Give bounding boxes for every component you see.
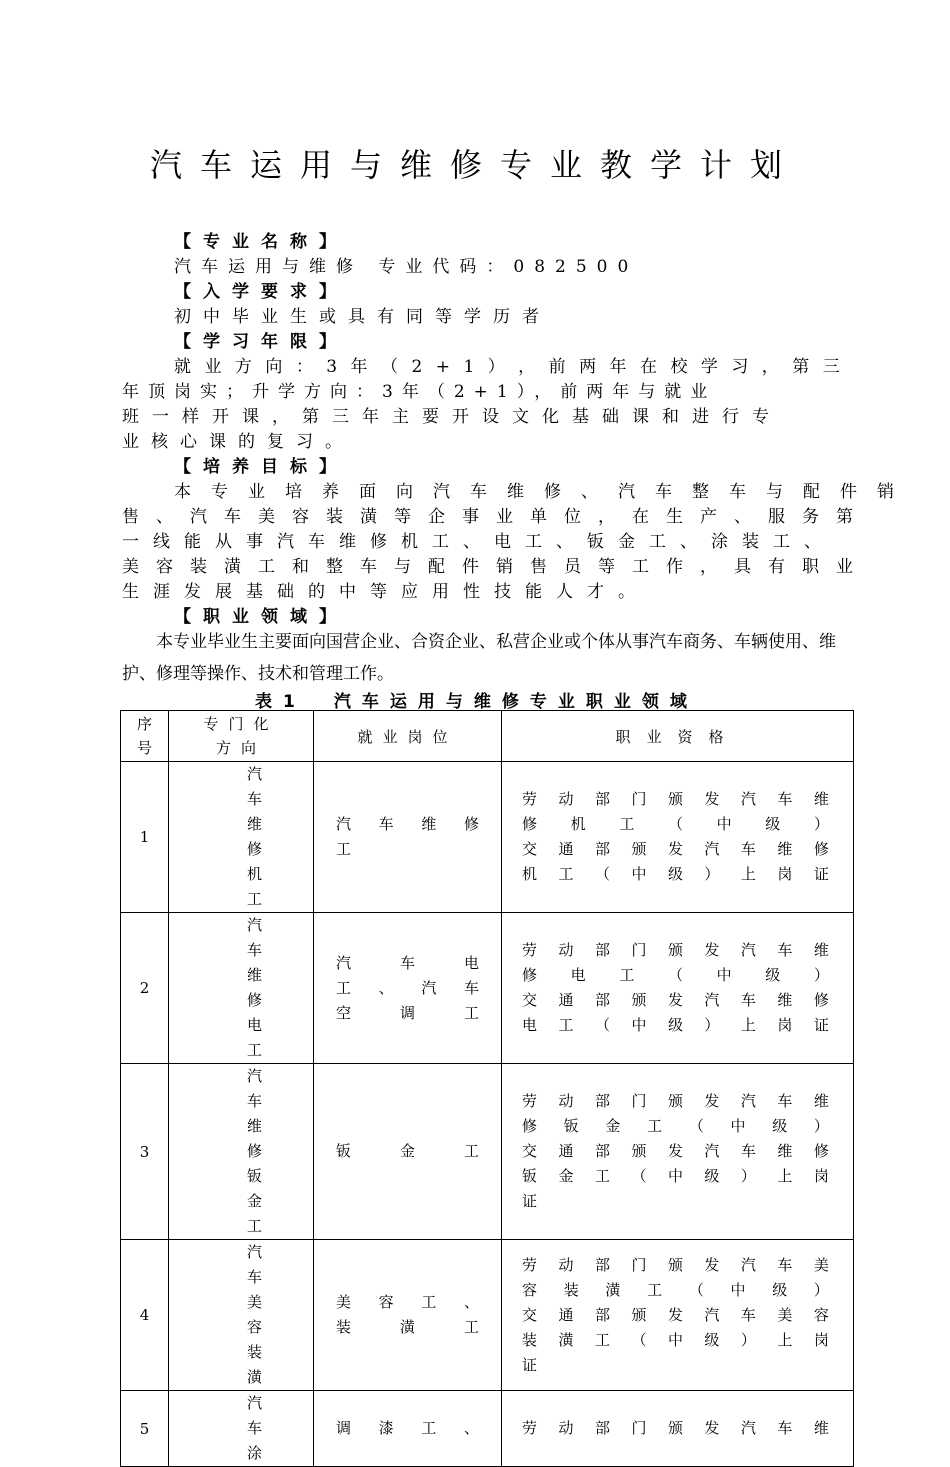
- direction-line: 汽车维: [247, 916, 281, 984]
- post-line: 汽 车 维 修: [336, 815, 479, 833]
- qualification-line: 劳 动 部 门 颁 发 汽 车 维: [522, 1419, 829, 1437]
- goal-line-2: 售、汽车美容装潢等企事业单位，在生产、服务第: [122, 507, 870, 527]
- goal-line-1: 本专业培养面向汽车维修、汽车整车与配件销: [174, 482, 914, 502]
- post-line: 空 调 工: [336, 1003, 479, 1022]
- section-heading-entry: 【入学要求】: [174, 282, 348, 302]
- table-row: [121, 1064, 854, 1240]
- table-header-row: [121, 711, 854, 762]
- post-line: 汽 车 电: [336, 953, 479, 972]
- row-number: 5: [121, 1391, 169, 1467]
- section-heading-major-name: 【专业名称】: [174, 232, 348, 252]
- direction-line: 汽车美: [247, 1243, 281, 1311]
- qualification-line: 交 通 部 颁 发 汽 车 维 修: [522, 991, 829, 1009]
- goal-line-5: 生涯发展基础的中等应用性技能人才。: [122, 582, 649, 602]
- qualification-line: 交 通 部 颁 发 汽 车 维 修: [522, 1142, 829, 1160]
- row-direction: [169, 1064, 314, 1240]
- years-line-4: 业核心课的复习。: [122, 432, 354, 452]
- table-row: [121, 1391, 854, 1467]
- row-qualification: [502, 1391, 854, 1467]
- direction-line: 工: [247, 1217, 281, 1235]
- qualification-line: 证: [522, 1192, 538, 1210]
- row-direction: [169, 1240, 314, 1391]
- post-line: 工: [336, 840, 372, 858]
- post-line: 美 容 工 、: [336, 1293, 479, 1311]
- section-heading-years: 【学习年限】: [174, 332, 348, 352]
- table-row: [121, 1240, 854, 1391]
- header-no-line-1: 序: [136, 715, 152, 733]
- table-row: [121, 762, 854, 913]
- section-heading-goal: 【培养目标】: [174, 457, 348, 477]
- qualification-line: 劳 动 部 门 颁 发 汽 车 维: [522, 1092, 829, 1110]
- goal-line-4: 美容装潢工和整车与配件销售员等工作，具有职业: [122, 557, 870, 577]
- years-line-2: 年顶岗实；升学方向：3年（2+1），前两年与就业: [122, 382, 717, 402]
- major-name-line: 汽车运用与维修 专业代码：082500: [174, 257, 639, 277]
- row-number: 4: [121, 1240, 169, 1391]
- row-qualification: [502, 913, 854, 1064]
- row-post: [314, 1064, 502, 1240]
- table-row: [121, 913, 854, 1064]
- qualification-line: 装 潢 工 （ 中 级 ） 上 岗: [522, 1330, 829, 1349]
- row-qualification: [502, 1064, 854, 1240]
- header-no-line-2: 号: [136, 739, 152, 757]
- row-direction: [169, 913, 314, 1064]
- header-no: [121, 711, 169, 762]
- header-direction-line-2: 方向: [215, 739, 266, 757]
- direction-line: 修电工: [247, 991, 281, 1059]
- qualification-line: 电 工 （ 中 级 ） 上 岗 证: [522, 1016, 829, 1034]
- goal-line-3: 一线能从事汽车维修机工、电工、钣金工、涂装工、: [122, 532, 835, 552]
- post-line: 钣 金 工: [336, 1142, 479, 1160]
- row-post: [314, 762, 502, 913]
- qualification-line: 修 机 工 （ 中 级 ）: [522, 815, 829, 833]
- qualification-line: 修 钣 金 工 （ 中 级 ）: [522, 1117, 829, 1135]
- qualification-line: 容 装 潢 工 （ 中 级 ）: [522, 1280, 829, 1299]
- qualification-line: 证: [522, 1355, 538, 1374]
- career-field-table: [120, 710, 854, 1467]
- direction-line: 容装潢: [247, 1318, 281, 1386]
- page-title: 汽车运用与维修专业教学计划: [149, 146, 800, 184]
- table-caption: 表1 汽车运用与维修专业职业领域: [255, 692, 698, 712]
- row-qualification: [502, 762, 854, 913]
- post-line: 装 潢 工: [336, 1318, 479, 1336]
- direction-line: 汽车维: [247, 765, 281, 833]
- qualification-line: 劳 动 部 门 颁 发 汽 车 维: [522, 790, 829, 808]
- header-direction-line-1: 专门化: [203, 715, 279, 733]
- qualification-line: 交 通 部 颁 发 汽 车 维 修: [522, 840, 829, 858]
- row-post: [314, 913, 502, 1064]
- row-number: 3: [121, 1064, 169, 1240]
- field-paragraph: 本专业毕业生主要面向国营企业、合资企业、私营企业或个体从事汽车商务、车辆使用、维护、修理等操作、技术和管理工作。: [122, 632, 836, 684]
- header-qualification: 职业资格: [502, 711, 854, 762]
- post-line: 调 漆 工 、: [336, 1419, 479, 1437]
- header-direction: [169, 711, 314, 762]
- post-line: 工 、 汽 车: [336, 978, 479, 997]
- row-number: 2: [121, 913, 169, 1064]
- row-post: [314, 1391, 502, 1467]
- direction-line: 汽车涂: [247, 1394, 281, 1462]
- row-direction: [169, 762, 314, 913]
- row-direction: [169, 1391, 314, 1467]
- qualification-line: 钣 金 工 （ 中 级 ） 上 岗: [522, 1167, 829, 1185]
- qualification-line: 交 通 部 颁 发 汽 车 美 容: [522, 1305, 829, 1324]
- row-post: [314, 1240, 502, 1391]
- years-line-3: 班一样开课，第三年主要开设文化基础课和进行专: [122, 407, 782, 427]
- direction-line: 修钣金: [247, 1142, 281, 1210]
- direction-line: 汽车维: [247, 1067, 281, 1135]
- qualification-line: 劳 动 部 门 颁 发 汽 车 维: [522, 941, 829, 959]
- entry-requirement-line: 初中毕业生或具有同等学历者: [174, 307, 551, 327]
- header-post: 就业岗位: [314, 711, 502, 762]
- row-number: 1: [121, 762, 169, 913]
- direction-line: 修机工: [247, 840, 281, 908]
- section-heading-field: 【职业领域】: [174, 607, 348, 627]
- qualification-line: 机 工 （ 中 级 ） 上 岗 证: [522, 865, 829, 883]
- qualification-line: 劳 动 部 门 颁 发 汽 车 美: [522, 1255, 829, 1274]
- qualification-line: 修 电 工 （ 中 级 ）: [522, 966, 829, 984]
- row-qualification: [502, 1240, 854, 1391]
- years-line-1: 就 业 方 向 ： 3 年 （ 2 + 1 ） ， 前 两 年 在 校 学 习 ， 第 三: [174, 357, 840, 377]
